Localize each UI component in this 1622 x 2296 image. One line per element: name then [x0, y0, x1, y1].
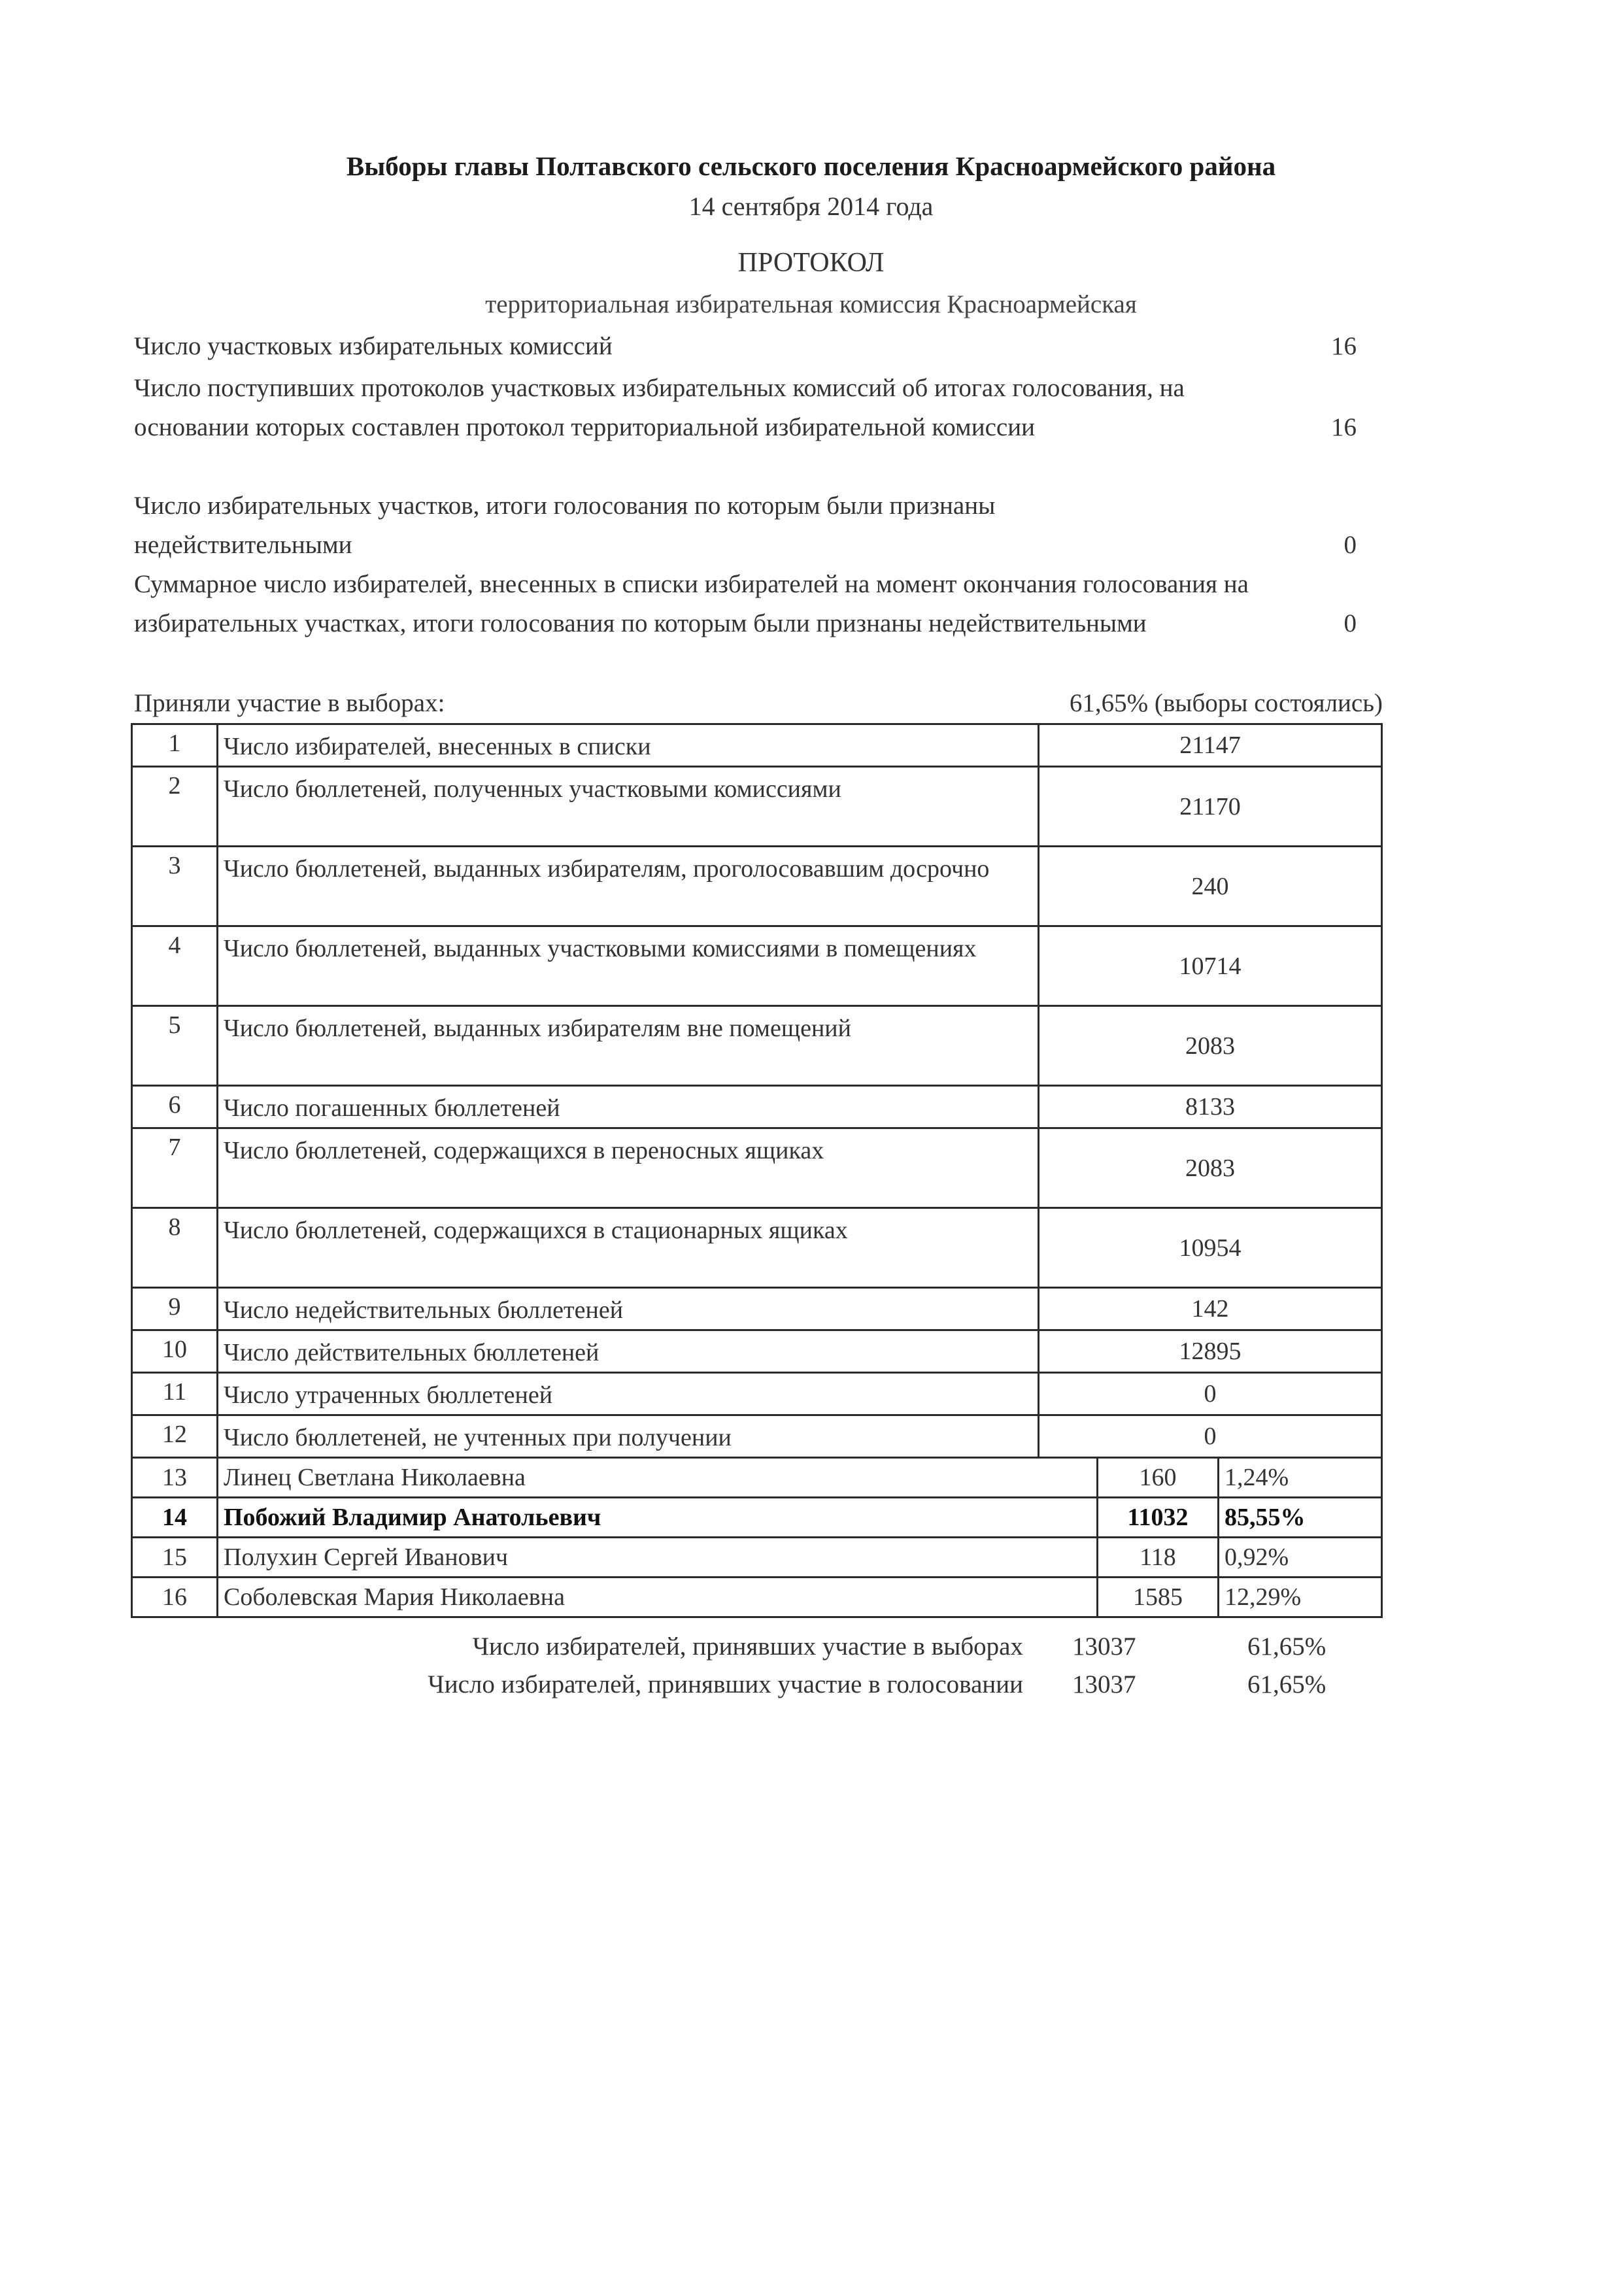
row-number: 7 [132, 1128, 218, 1208]
row-value: 10954 [1039, 1208, 1382, 1288]
row-number: 11 [132, 1373, 218, 1415]
candidate-votes: 1585 [1098, 1578, 1219, 1617]
candidates-table [131, 1457, 1383, 1618]
info-value: 0 [1343, 609, 1357, 637]
summary-count: 13037 [1072, 1632, 1136, 1661]
info-item [134, 369, 1373, 447]
row-value: 0 [1039, 1373, 1382, 1415]
table-row [132, 1415, 1382, 1458]
turnout-line [134, 685, 1383, 722]
table-row [132, 1006, 1382, 1086]
candidate-number: 15 [132, 1538, 218, 1578]
info-label: Число участковых избирательных комиссий [134, 332, 613, 360]
info-value: 0 [1343, 531, 1357, 559]
table-row [132, 926, 1382, 1006]
summary-percent: 61,65% [1247, 1670, 1326, 1698]
info-value: 16 [1331, 413, 1357, 441]
candidate-name: Линец Светлана Николаевна [218, 1458, 1098, 1498]
candidate-row [132, 1538, 1382, 1578]
candidate-percent: 85,55% [1219, 1498, 1382, 1538]
info-label: Число избирательных участков, итоги голосования по которым были признаны недействительными [134, 492, 996, 559]
candidate-number: 16 [132, 1578, 218, 1617]
candidate-percent: 12,29% [1219, 1578, 1382, 1617]
row-number: 4 [132, 926, 218, 1006]
candidate-votes: 11032 [1098, 1498, 1219, 1538]
row-number: 2 [132, 767, 218, 847]
document-type: ПРОТОКОЛ [737, 248, 885, 278]
row-value: 0 [1039, 1415, 1382, 1458]
row-value: 240 [1039, 847, 1382, 926]
candidate-percent: 0,92% [1219, 1538, 1382, 1578]
commission-name: территориальная избирательная комиссия Красноармейская [485, 290, 1137, 318]
ballot-stats-table [131, 723, 1383, 1459]
row-number: 6 [132, 1086, 218, 1128]
row-label: Число бюллетеней, выданных участковыми комиссиями в помещениях [218, 926, 1039, 1006]
election-title: Выборы главы Полтавского сельского поселения Красноармейского района [346, 151, 1276, 181]
row-value: 21170 [1039, 767, 1382, 847]
row-label: Число бюллетеней, полученных участковыми комиссиями [218, 767, 1039, 847]
row-label: Число бюллетеней, содержащихся в стационарных ящиках [218, 1208, 1039, 1288]
row-label: Число бюллетеней, содержащихся в переносных ящиках [218, 1128, 1039, 1208]
row-label: Число утраченных бюллетеней [218, 1373, 1039, 1415]
candidate-number: 14 [132, 1498, 218, 1538]
row-value: 142 [1039, 1288, 1382, 1330]
row-number: 10 [132, 1330, 218, 1373]
info-label: Суммарное число избирателей, внесенных в списки избирателей на момент окончания голосования на избирательных участках, итоги голосования по которым были признаны недействительными [134, 570, 1249, 637]
candidate-row [132, 1498, 1382, 1538]
row-label: Число погашенных бюллетеней [218, 1086, 1039, 1128]
candidate-name: Побожий Владимир Анатольевич [218, 1498, 1098, 1538]
row-value: 8133 [1039, 1086, 1382, 1128]
candidate-name: Соболевская Мария Николаевна [218, 1578, 1098, 1617]
turnout-value: 61,65% (выборы состоялись) [1069, 689, 1383, 717]
table-row [132, 724, 1382, 767]
candidate-number: 13 [132, 1458, 218, 1498]
info-label: Число поступивших протоколов участковых избирательных комиссий об итогах голосования, на основании которых составлен протокол территориальной избирательной комиссии [134, 374, 1185, 441]
row-label: Число бюллетеней, не учтенных при получении [218, 1415, 1039, 1458]
row-number: 8 [132, 1208, 218, 1288]
row-value: 2083 [1039, 1128, 1382, 1208]
table-row [132, 767, 1382, 847]
row-label: Число избирателей, внесенных в списки [218, 724, 1039, 767]
summary-label: Число избирателей, принявших участие в голосовании [428, 1670, 1023, 1698]
row-number: 12 [132, 1415, 218, 1458]
table-row [132, 1288, 1382, 1330]
info-value: 16 [1331, 332, 1357, 360]
candidate-row [132, 1578, 1382, 1617]
summary-percent: 61,65% [1247, 1632, 1326, 1661]
row-label: Число бюллетеней, выданных избирателям, проголосовавшим досрочно [218, 847, 1039, 926]
row-number: 3 [132, 847, 218, 926]
row-number: 1 [132, 724, 218, 767]
summary-label: Число избирателей, принявших участие в выборах [472, 1632, 1023, 1661]
row-number: 9 [132, 1288, 218, 1330]
table-row [132, 1373, 1382, 1415]
table-row [132, 1208, 1382, 1288]
row-label: Число недействительных бюллетеней [218, 1288, 1039, 1330]
candidate-name: Полухин Сергей Иванович [218, 1538, 1098, 1578]
row-label: Число бюллетеней, выданных избирателям вне помещений [218, 1006, 1039, 1086]
turnout-label: Приняли участие в выборах: [134, 689, 445, 717]
candidate-row [132, 1458, 1382, 1498]
info-item [134, 486, 1373, 565]
candidate-percent: 1,24% [1219, 1458, 1382, 1498]
table-row [132, 1128, 1382, 1208]
table-row [132, 847, 1382, 926]
row-number: 5 [132, 1006, 218, 1086]
info-item [134, 327, 1373, 366]
table-row [132, 1330, 1382, 1373]
summary-count: 13037 [1072, 1670, 1136, 1698]
row-value: 21147 [1039, 724, 1382, 767]
info-item [134, 565, 1373, 643]
row-label: Число действительных бюллетеней [218, 1330, 1039, 1373]
candidate-votes: 118 [1098, 1538, 1219, 1578]
row-value: 2083 [1039, 1006, 1382, 1086]
row-value: 10714 [1039, 926, 1382, 1006]
table-row [132, 1086, 1382, 1128]
election-date: 14 сентября 2014 года [688, 192, 934, 221]
row-value: 12895 [1039, 1330, 1382, 1373]
candidate-votes: 160 [1098, 1458, 1219, 1498]
